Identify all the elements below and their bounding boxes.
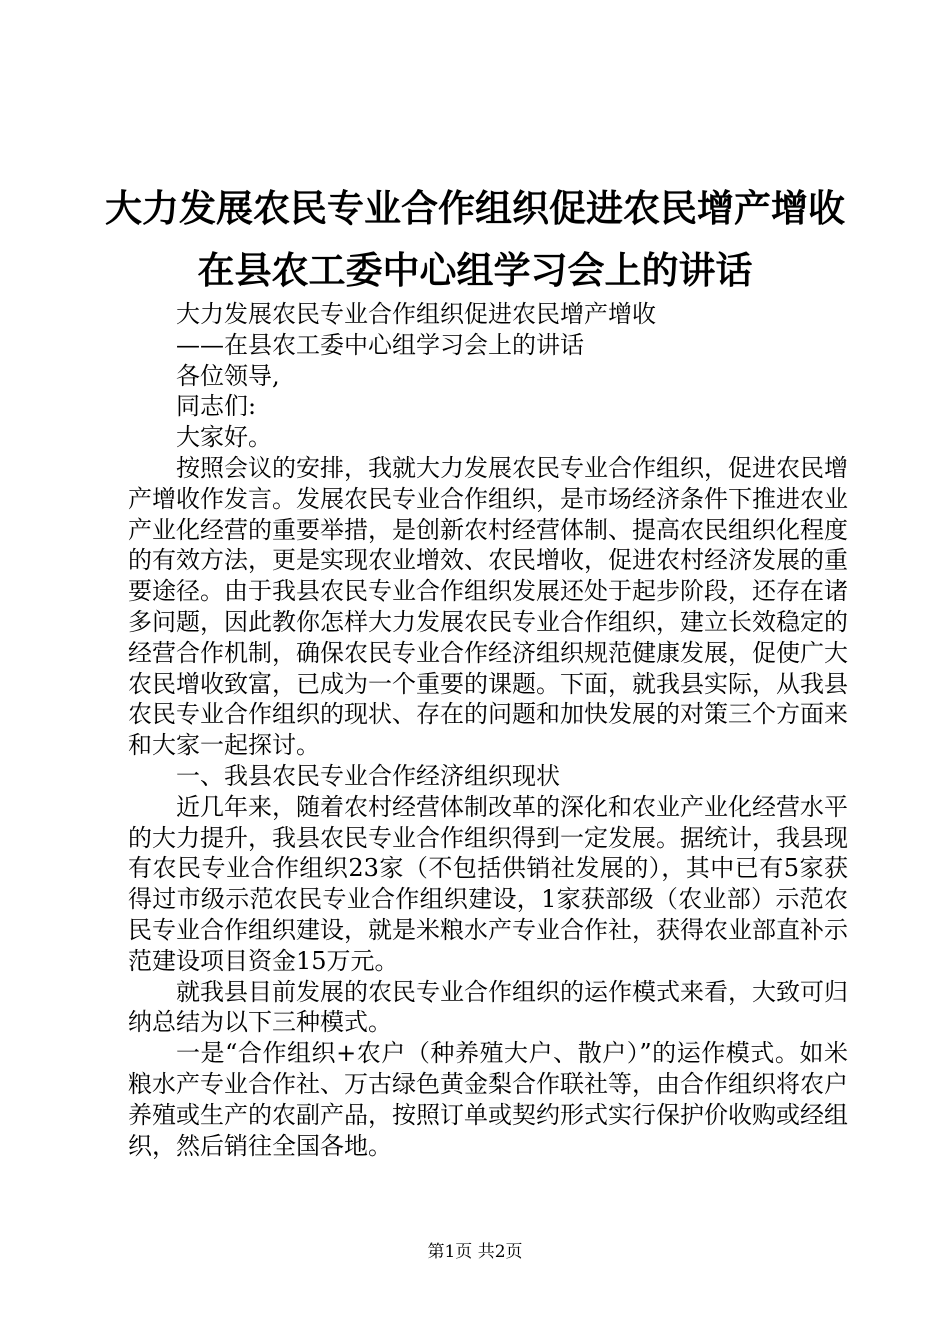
body-paragraph-salutation-leaders: 各位领导, — [176, 361, 280, 390]
body-paragraph-title-repeat: 大力发展农民专业合作组织促进农民增产增收 — [176, 300, 656, 328]
document-body — [128, 299, 848, 1161]
document-title-line1: 大力发展农民专业合作组织促进农民增产增收 — [105, 186, 845, 230]
body-paragraph-modes: 就我县目前发展的农民专业合作组织的运作模式来看，大致可归纳总结为以下三种模式。 — [128, 977, 848, 1037]
page-footer: 第1页 共2页 — [427, 1242, 523, 1262]
body-paragraph-salutation-comrades: 同志们: — [176, 392, 257, 421]
body-paragraph-status: 近几年来，随着农村经营体制改革的深化和农业产业化经营水平的大力提升，我县农民专业合作组织得到一定发展。据统计，我县现有农民专业合作组织23家（不包括供销社发展的），其中已有5家获得过市级示范农民专业合作组织建设，1家获部级（农业部）示范农民专业合作组织建设，就是米粮水产专业合作社，获得农业部直补示范建设项目资金15万元。 — [128, 792, 848, 975]
body-paragraph-intro: 按照会议的安排，我就大力发展农民专业合作组织，促进农民增产增收作发言。发展农民专业合作组织，是市场经济条件下推进农业产业化经营的重要举措，是创新农村经营体制、提高农民组织化程度的有效方法，更是实现农业增效、农民增收，促进农村经济发展的重要途径。由于我县农民专业合作组织发展还处于起步阶段，还存在诸多问题，因此教你怎样大力发展农民专业合作组织，建立长效稳定的经营合作机制，确保农民专业合作经济组织规范健康发展，促使广大农民增收致富，已成为一个重要的课题。下面，就我县实际，从我县农民专业合作组织的现状、存在的问题和加快发展的对策三个方面来和大家一起探讨。 — [128, 453, 848, 760]
body-paragraph-mode-one: 一是“合作组织+农户（种养殖大户、散户）”的运作模式。如米粮水产专业合作社、万古绿色黄金梨合作联社等，由合作组织将农户养殖或生产的农副产品，按照订单或契约形式实行保护价收购或经组织，然后销往全国各地。 — [128, 1039, 848, 1160]
document-title-line2: 在县农工委中心组学习会上的讲话 — [197, 248, 753, 292]
body-paragraph-subtitle: ——在县农工委中心组学习会上的讲话 — [176, 330, 584, 359]
body-paragraph-greeting: 大家好。 — [176, 423, 272, 452]
section-heading-1: 一、我县农民专业合作经济组织现状 — [176, 761, 560, 790]
